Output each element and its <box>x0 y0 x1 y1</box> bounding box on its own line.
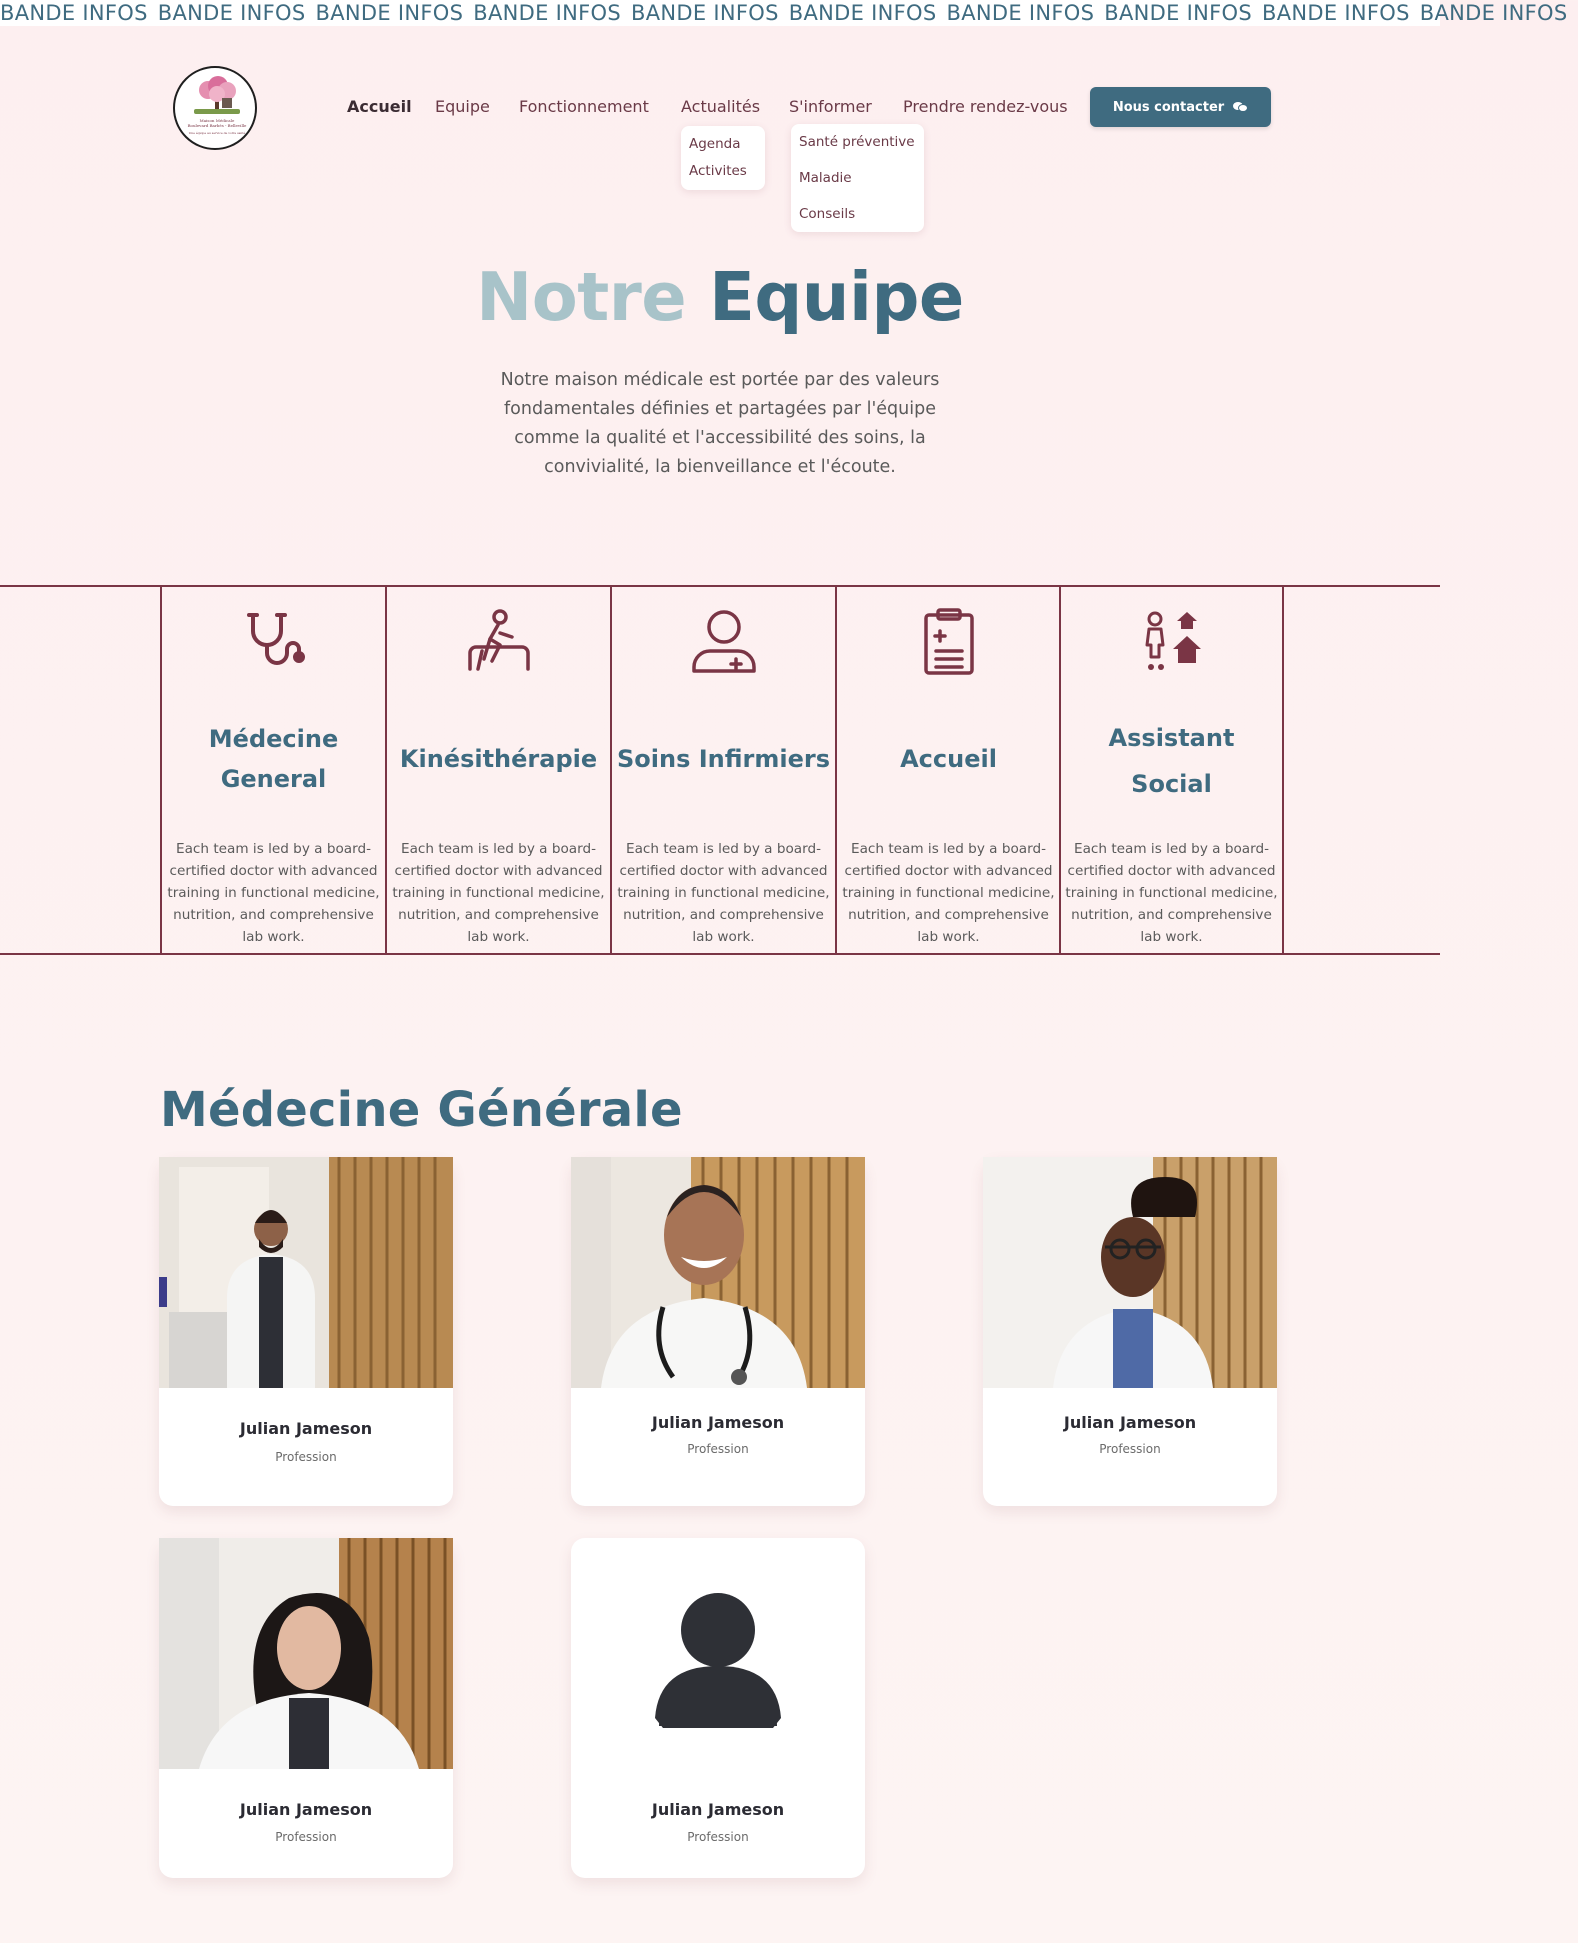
nav-fonctionnement[interactable]: Fonctionnement <box>519 97 649 116</box>
team-card[interactable] <box>983 1157 1277 1506</box>
member-profession: Profession <box>275 1450 337 1464</box>
member-profession: Profession <box>687 1442 749 1456</box>
service-title-line-2: General <box>220 765 327 793</box>
menu-item-activites[interactable]: Activites <box>689 163 747 179</box>
ticker-item: BANDE INFOS <box>946 1 1095 25</box>
service-description: Each team is led by a board-certified doctor with advanced training in functional medicine, nutrition, and comprehensive lab work. <box>842 841 1055 945</box>
logo-line-2: Boulevard Barbès - Belleville <box>187 123 247 128</box>
member-name: Julian Jameson <box>651 1800 785 1819</box>
doctor-photo <box>159 1157 453 1388</box>
service-soins-infirmiers[interactable] <box>610 587 835 953</box>
doctor-photo <box>983 1157 1277 1388</box>
doctor-photo <box>571 1157 865 1388</box>
services-band <box>0 585 1440 955</box>
team-card[interactable] <box>571 1538 865 1878</box>
service-accueil[interactable] <box>835 587 1060 953</box>
service-title-line-2: Social <box>1131 770 1212 798</box>
ticker-item: BANDE INFOS <box>631 1 779 25</box>
nav-prendre-rdv[interactable]: Prendre rendez-vous <box>903 97 1068 116</box>
service-description: Each team is led by a board-certified doctor with advanced training in functional medicine, nutrition, and comprehensive lab work. <box>617 841 830 945</box>
nav-equipe[interactable]: Equipe <box>435 97 490 116</box>
contact-button-label: Nous contacter <box>1112 99 1225 115</box>
service-description: Each team is led by a board-certified doctor with advanced training in functional medicine, nutrition, and comprehensive lab work. <box>1065 841 1278 945</box>
page-title <box>0 258 1440 336</box>
service-medecine[interactable] <box>160 587 385 953</box>
intro-text: Notre maison médicale est portée par des valeurs fondamentales définies et partagées par l'équipe comme la qualité et l'accessibilité des soins, la convivialité, la bienveillance et l'écoute. <box>500 370 940 477</box>
sinformer-dropdown <box>791 124 924 232</box>
menu-item-agenda[interactable]: Agenda <box>689 136 741 152</box>
doctor-photo <box>159 1538 453 1769</box>
ticker-item: BANDE INFOS <box>1262 1 1410 25</box>
stethoscope-icon <box>239 607 309 677</box>
member-name: Julian Jameson <box>1063 1413 1197 1432</box>
service-kinesitherapie[interactable] <box>385 587 610 953</box>
service-description: Each team is led by a board-certified doctor with advanced training in functional medicine, nutrition, and comprehensive lab work. <box>167 841 380 945</box>
service-title: Assistant <box>1108 724 1235 752</box>
service-title: Accueil <box>900 745 997 773</box>
ticker-item: BANDE INFOS <box>315 1 464 25</box>
service-title: Kinésithérapie <box>399 745 598 773</box>
social-assistance-icon <box>1137 607 1207 677</box>
menu-item-maladie[interactable]: Maladie <box>799 170 852 186</box>
ticker-item: BANDE INFOS <box>1419 1 1568 25</box>
member-name: Julian Jameson <box>239 1419 373 1438</box>
info-ticker <box>0 0 1568 26</box>
logo-line-1: Maison Médicale <box>199 118 235 123</box>
team-card[interactable] <box>159 1157 453 1506</box>
team-card[interactable] <box>159 1538 453 1878</box>
ticker-item: BANDE INFOS <box>1104 1 1252 25</box>
clipboard-icon <box>914 607 984 677</box>
member-profession: Profession <box>275 1830 337 1844</box>
member-name: Julian Jameson <box>651 1413 785 1432</box>
service-assistant-social[interactable] <box>1059 587 1284 953</box>
ticker-item: BANDE INFOS <box>788 1 937 25</box>
nurse-icon <box>689 607 759 677</box>
actualites-dropdown <box>681 126 765 190</box>
chat-bubbles-icon <box>1232 101 1248 113</box>
nav-sinformer[interactable]: S'informer <box>789 97 872 116</box>
member-name: Julian Jameson <box>239 1800 373 1819</box>
page-title-part-2: Equipe <box>709 258 964 336</box>
page-title-part-1: Notre <box>476 258 687 336</box>
menu-item-sante-preventive[interactable]: Santé préventive <box>799 134 915 150</box>
member-profession: Profession <box>687 1830 749 1844</box>
menu-item-conseils[interactable]: Conseils <box>799 206 856 222</box>
physiotherapy-icon <box>464 607 534 677</box>
user-placeholder-icon <box>655 1592 781 1728</box>
section-title: Médecine Générale <box>160 1082 683 1138</box>
nav-actualites[interactable]: Actualités <box>681 97 761 116</box>
service-description: Each team is led by a board-certified doctor with advanced training in functional medicine, nutrition, and comprehensive lab work. <box>392 841 605 945</box>
member-profession: Profession <box>1099 1442 1161 1456</box>
team-card[interactable] <box>571 1157 865 1506</box>
contact-button[interactable] <box>1090 87 1271 127</box>
service-title: Soins Infirmiers <box>617 745 830 773</box>
ticker-item: BANDE INFOS <box>157 1 306 25</box>
ticker-item: BANDE INFOS <box>0 1 148 25</box>
nav-accueil[interactable]: Accueil <box>347 97 412 116</box>
logo-line-3: Une équipe au service de votre santé <box>188 131 246 135</box>
ticker-item: BANDE INFOS <box>473 1 621 25</box>
service-title: Médecine <box>208 725 339 753</box>
